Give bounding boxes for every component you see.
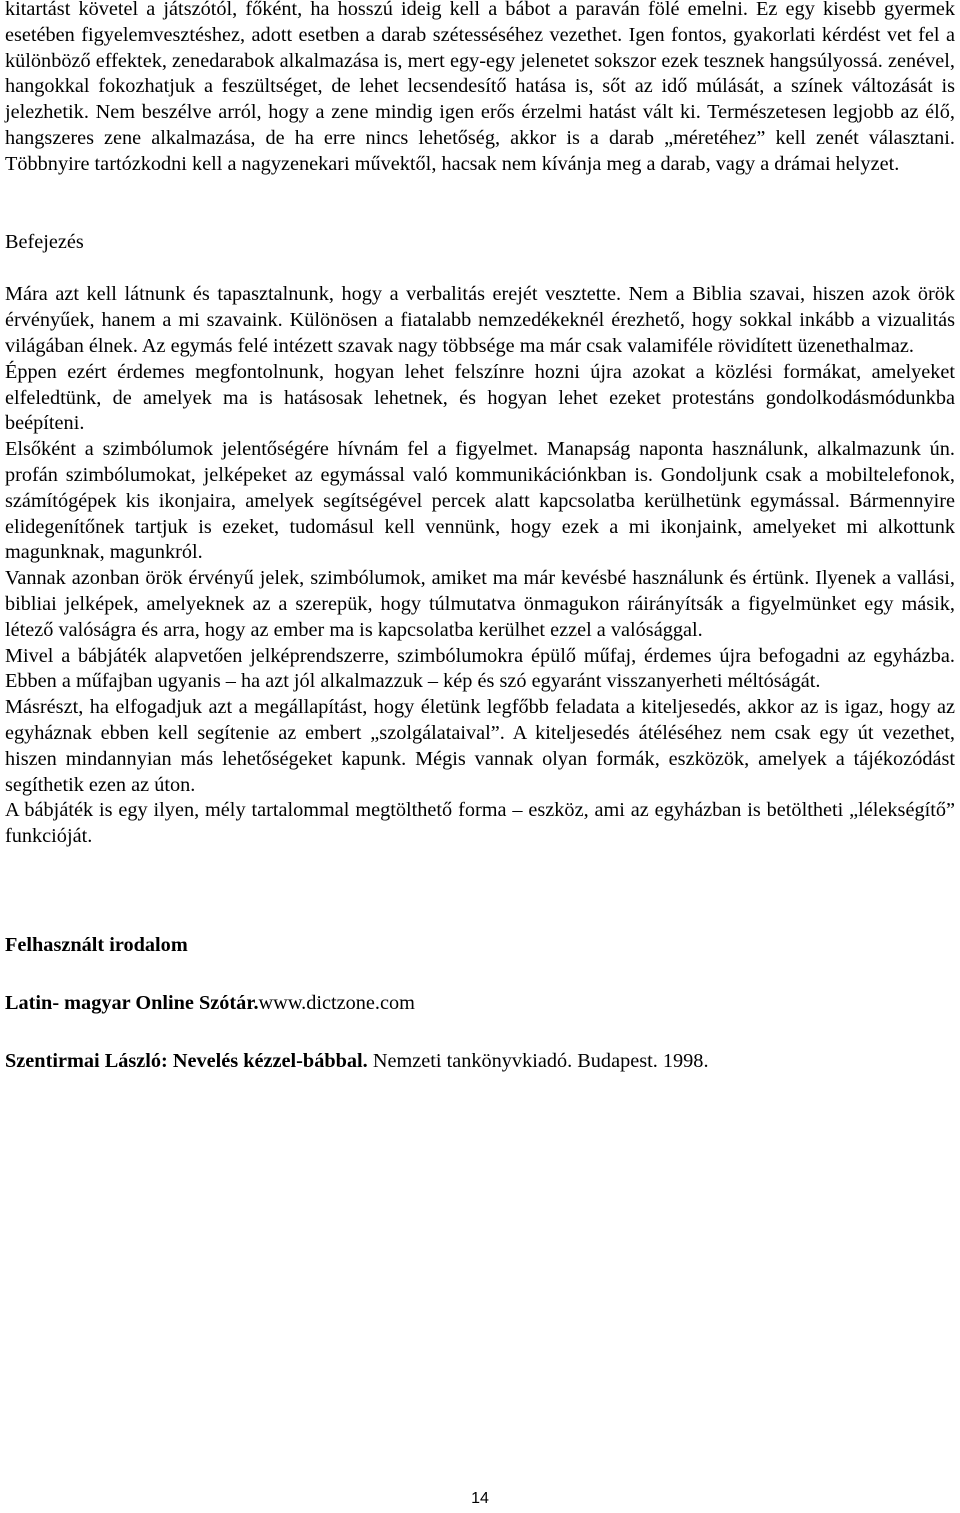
reference-bold-part: Latin- magyar Online Szótár. — [5, 991, 259, 1014]
references-heading: Felhasznált irodalom — [5, 933, 188, 956]
conclusion-paragraph-5: Mivel a bábjáték alapvetően jelképrendszerre, szimbólumokra épülő műfaj, érdemes újra befogadni az egyházba. Ebben a műfajban ugyanis – ha azt jól alkalmazzuk – kép és szó egyaránt visszanyerheti méltóságát. — [5, 644, 955, 693]
page-number: 14 — [471, 1490, 489, 1507]
conclusion-paragraph-1: Mára azt kell látnunk és tapasztalnunk, hogy a verbalitás erejét vesztette. Nem a Biblia szavai, hiszen azok örök érvényűek, hanem a mi szavaink. Különösen a fiatalabb nemzedékeknél érezhető, hogy sokkal inkább a vizualitás világában élnek. Az egymás felé intézett szavak nagy többsége ma már csak valamiféle rövidített üzenethalmaz. — [5, 283, 955, 357]
section-heading-befejezes: Befejezés — [5, 230, 84, 253]
conclusion-paragraph-4: Vannak azonban örök érvényű jelek, szimbólumok, amiket ma már kevésbé használunk és értünk. Ilyenek a vallási, bibliai jelképek, amelyeknek az a szerepük, hogy túlmutatva önmagukon ráirányítsák a figyelmünket egy másik, létező valóságra és arra, hogy az ember ma is kapcsolatba kerülhet ezzel a valósággal. — [5, 567, 955, 641]
reference-item — [5, 991, 955, 1017]
reference-rest-part: www.dictzone.com — [258, 991, 415, 1014]
conclusion-paragraph-6: Másrészt, ha elfogadjuk azt a megállapítást, hogy életünk legfőbb feladata a kiteljesedés, akkor az is igaz, hogy az egyháznak ebben kell segítenie az embert „szolgálataival”. A kiteljesedés átéléséhez nem csak egy út vezethet, hiszen mindannyian más lehetőségeket kapunk. Mégis vannak olyan formák, eszközök, amelyek a tájékozódást segíthetik ezen az úton. — [5, 696, 955, 796]
conclusion-paragraph-3: Elsőként a szimbólumok jelentőségére hívnám fel a figyelmet. Manapság naponta használunk, alkalmazunk ún. profán szimbólumokat, jelképeket az egymással való kommunikációnkban is. Gondoljunk csak a mobiltelefonok, számítógépek kis ikonjaira, amelyek segítségével percek alatt kapcsolatba kerülhetünk egymással. Bármennyire elidegenítőnek tartjuk is ezeket, tudomásul kell vennünk, hogy ezek a mi ikonjaink, amelyeket mi alkottunk magunknak, magunkról. — [5, 438, 955, 564]
conclusion-paragraph-7: A bábjáték is egy ilyen, mély tartalommal megtölthető forma – eszköz, ami az egyházban is betöltheti „lélekségítő” funkcióját. — [5, 799, 955, 848]
reference-item — [5, 1049, 955, 1075]
conclusion-paragraph-2: Éppen ezért érdemes megfontolnunk, hogyan lehet felszínre hozni újra azokat a közlési formákat, amelyeket elfeledtünk, de amelyek ma is hatásosak lehetnek, és hogyan lehet ezeket protestáns gondolkodásmódunkba beépíteni. — [5, 360, 955, 435]
document-page — [5, 0, 955, 1074]
intro-paragraph: kitartást követel a játszótól, főként, ha hosszú ideig kell a bábot a paraván fölé emelni. Ez egy kisebb gyermek esetében figyelemvesztéshez, adott esetben a darab szétesséséhez vezethet. Igen fontos, gyakorlati kérdést vet fel a különböző effektek, zenedarabok alkalmazása is, mert egy-egy jelenetet sokszor ezek tesznek hangsúlyossá. zenével, hangokkal fokozhatjuk a feszültséget, de lehet lecsendesítő hatása is, sőt az idő múlását, a színek változását is jelezhetik. Nem beszélve arról, hogy a zene mindig igen erős érzelmi hatást vált ki. Természetesen legjobb az élő, hangszeres zene alkalmazása, de ha erre nincs lehetőség, akkor is a darab „méretéhez” kell zenét választani. Többnyire tartózkodni kell a nagyzenekari művektől, hacsak nem kívánja meg a darab, vagy a drámai helyzet. — [5, 0, 955, 175]
reference-rest-part: Nemzeti tankönyvkiadó. Budapest. 1998. — [367, 1049, 709, 1072]
reference-bold-part: Szentirmai László: Nevelés kézzel-bábbal. — [5, 1049, 368, 1072]
